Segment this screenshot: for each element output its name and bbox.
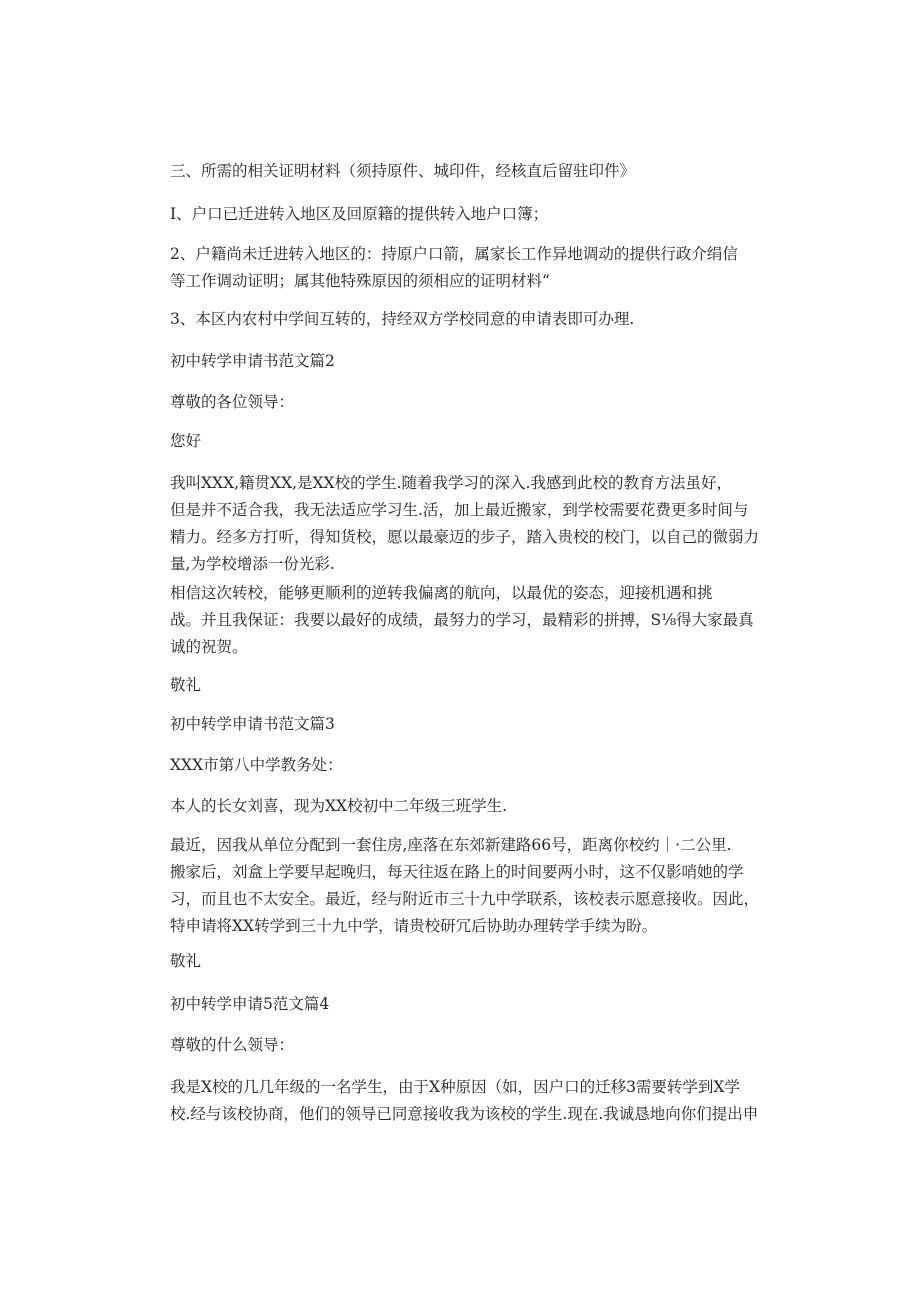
text-line: 量,为学校增添一份光彩. xyxy=(170,555,335,573)
text-line: 初中转学申请5范文篇4 xyxy=(170,995,330,1013)
text-line: 本人的长女刘喜，现为XX校初中二年级三班学生. xyxy=(170,797,507,815)
text-line: 相信这次转校，能够更顺利的逆转我偏离的航向，以最优的姿态，迎接机遇和挑 xyxy=(170,584,713,602)
body-paragraph-2a xyxy=(137,470,792,578)
text-line: 习，而且也不太安全。最近，经与附近市三十九中学联系，该校表示愿意接收。因此， xyxy=(170,890,760,908)
salutation-4 xyxy=(137,1032,792,1059)
text-line: 我是X校的几几年级的一名学生，由于X种原因（如，因户口的迁移3需要转学到X学 xyxy=(170,1078,740,1096)
section-title-3 xyxy=(137,711,792,738)
closing-2 xyxy=(137,672,792,699)
text-line: 您好 xyxy=(170,432,202,450)
text-line: 战。并且我保证：我要以最好的成绩，最努力的学习，最精彩的拼搏，S⅛得大家最真 xyxy=(170,611,754,629)
text-line: 校.经与该校协商，他们的领导已同意接收我为该校的学生.现在.我诚恳地向你们提出申 xyxy=(170,1105,759,1123)
materials-heading xyxy=(137,158,792,185)
text-line: 敬礼 xyxy=(170,952,202,970)
text-line: 初中转学申请书范文篇2 xyxy=(170,352,335,370)
closing-3 xyxy=(137,948,792,975)
body-paragraph-2b xyxy=(137,580,792,661)
salutation-3 xyxy=(137,752,792,779)
body-paragraph-3b xyxy=(137,832,792,940)
materials-item-1 xyxy=(137,201,792,228)
text-line: 尊敬的什么领导： xyxy=(170,1036,295,1054)
body-paragraph-4 xyxy=(137,1074,792,1128)
section-title-2 xyxy=(137,348,792,375)
text-line: 3、本区内农村中学间互转的，持经双方学校同意的申请表即可办理. xyxy=(170,310,635,328)
text-line: 三、所需的相关证明材料（须持原件、城印件，经核直后留驻印件》 xyxy=(170,162,636,180)
materials-item-3 xyxy=(137,306,792,333)
text-line: 诚的祝贺。 xyxy=(170,638,248,656)
salutation-2 xyxy=(137,389,792,416)
text-line: 最近，因我从单位分配到一套住房,座落在东郊新建路66号，距离你校约｜·二公里. xyxy=(170,836,732,854)
text-line: 敬礼 xyxy=(170,676,202,694)
text-line: 等工作调动证明；属其他特殊原因的须相应的证明材料“ xyxy=(170,272,550,290)
greeting-2 xyxy=(137,428,792,455)
text-line: 2、户籍尚未迁进转入地区的：持原户口箭，属家长工作异地调动的提供行政介绢信 xyxy=(170,245,738,263)
text-line: 特申请将XX转学到三十九中学，请贵校研冗后协助办理转学手续为盼。 xyxy=(170,917,658,935)
materials-item-2 xyxy=(137,241,792,295)
text-line: 初中转学申请书范文篇3 xyxy=(170,715,335,733)
text-line: 我叫XXX,籍贯XX,是XX校的学生.随着我学习的深入.我感到此校的教育方法虽好， xyxy=(170,474,732,492)
text-line: 但是并不适合我，我无法适应学习生.活，加上最近搬家，到学校需要花费更多时间与 xyxy=(170,501,749,519)
text-line: XXX市第八中学教务处： xyxy=(170,756,343,774)
body-paragraph-3a xyxy=(137,793,792,820)
text-line: 尊敬的各位领导： xyxy=(170,393,295,411)
text-line: I、户口已迁进转入地区及回原籍的提供转入地户口簿； xyxy=(170,205,549,223)
text-line: 精力。经多方打听，得知货校，愿以最豪迈的步子，踏入贵校的校门，以自己的微弱力 xyxy=(170,528,760,546)
section-title-4 xyxy=(137,991,792,1018)
text-line: 搬家后，刘盒上学要早起晚归，每天往返在路上的时间要两小时，这不仅影哨她的学 xyxy=(170,863,744,881)
